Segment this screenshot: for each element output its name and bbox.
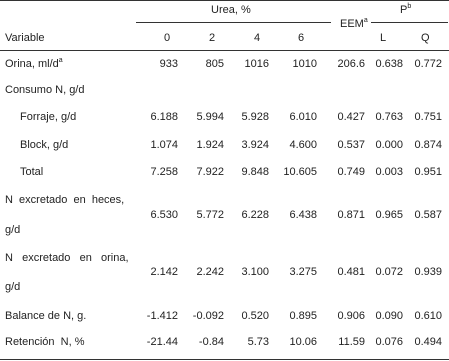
cell-p-Q: 0.939 [414,266,442,278]
cell-0: -1.412 [146,310,178,322]
p-group-rule [371,22,448,23]
urea-group-header: Urea, % [211,4,251,16]
cell-0: 7.258 [150,166,178,178]
cell-p-Q: 0.610 [414,310,442,322]
cell-6: 4.600 [289,139,317,151]
cell-p-Q: 0.951 [414,166,442,178]
row-label: Block, g/d [20,139,69,151]
cell-6: 0.895 [289,310,317,322]
cell-p-Q: 0.587 [414,209,442,221]
p-header-Q: Q [421,32,430,44]
cell-eem: 206.6 [337,58,365,70]
cell-p-L: 0.763 [375,111,403,123]
cell-p-L: 0.965 [375,209,403,221]
cell-4: 6.228 [241,209,269,221]
row-label-line2: g/d [5,224,21,236]
row-label: Consumo N, g/d [5,84,85,96]
cell-eem: 0.427 [337,111,365,123]
cell-6: 10.06 [289,336,317,348]
cell-eem: 0.871 [337,209,365,221]
row-label: Forraje, g/d [20,111,77,123]
row-label: Total [20,166,44,178]
cell-4: 5.928 [241,111,269,123]
cell-2: -0.84 [198,336,224,348]
cell-4: 5.73 [247,336,269,348]
level-header-4: 4 [254,32,261,44]
cell-2: 2.242 [196,266,224,278]
eem-header [340,18,368,31]
cell-eem: 11.59 [338,336,365,348]
cell-6: 6.438 [289,209,317,221]
level-header-6: 6 [298,32,305,44]
cell-2: 5.994 [196,111,224,123]
cell-0: 6.188 [150,111,178,123]
cell-2: 7.922 [196,166,224,178]
row-label: Retención N, % [5,336,85,348]
cell-6: 3.275 [289,266,317,278]
eem-label: EEM [340,18,364,30]
cell-0: 2.142 [150,266,178,278]
level-header-0: 0 [164,32,171,44]
cell-0: -21.44 [146,336,178,348]
cell-6: 6.010 [289,111,317,123]
variable-header: Variable [5,32,45,44]
p-group-header [400,4,411,17]
cell-p-L: 0.090 [375,310,403,322]
row-label [5,58,63,71]
row-label-line1: N excretado en heces, [5,194,125,206]
cell-p-Q: 0.494 [414,336,442,348]
header-bottom-rule [0,50,449,51]
cell-p-Q: 0.751 [414,111,442,123]
cell-0: 1.074 [150,139,178,151]
cell-p-Q: 0.772 [414,58,442,70]
level-header-2: 2 [209,32,216,44]
cell-eem: 0.906 [337,310,365,322]
cell-p-L: 0.003 [375,166,403,178]
cell-p-L: 0.072 [375,266,403,278]
cell-0: 6.530 [150,209,178,221]
urea-group-rule [136,22,331,23]
cell-p-L: 0.000 [375,139,403,151]
cell-4: 9.848 [241,166,269,178]
bottom-rule [0,359,449,360]
cell-6: 10.605 [283,166,317,178]
cell-eem: 0.481 [337,266,365,278]
cell-eem: 0.537 [337,139,365,151]
cell-2: 805 [205,58,224,70]
cell-p-L: 0.076 [375,336,403,348]
cell-2: 5.772 [196,209,224,221]
cell-0: 933 [159,58,178,70]
cell-p-L: 0.638 [375,58,403,70]
p-label: P [400,4,408,16]
p-header-L: L [380,32,387,44]
cell-2: 1.924 [196,139,224,151]
eem-sup: a [363,17,368,24]
cell-4: 0.520 [241,310,269,322]
cell-4: 1016 [244,58,269,70]
row-label-text: Orina, ml/d [5,58,59,70]
p-sup: b [407,3,412,10]
row-label: Balance de N, g. [5,310,87,322]
row-label-line1: N excretado en orina, [5,252,129,264]
top-rule [0,0,449,1]
row-label-sup: a [58,57,63,64]
cell-4: 3.100 [241,266,269,278]
cell-4: 3.924 [241,139,269,151]
row-label-line2: g/d [5,281,21,293]
cell-eem: 0.749 [337,166,365,178]
cell-p-Q: 0.874 [414,139,442,151]
cell-2: -0.092 [192,310,224,322]
cell-6: 1010 [292,58,317,70]
